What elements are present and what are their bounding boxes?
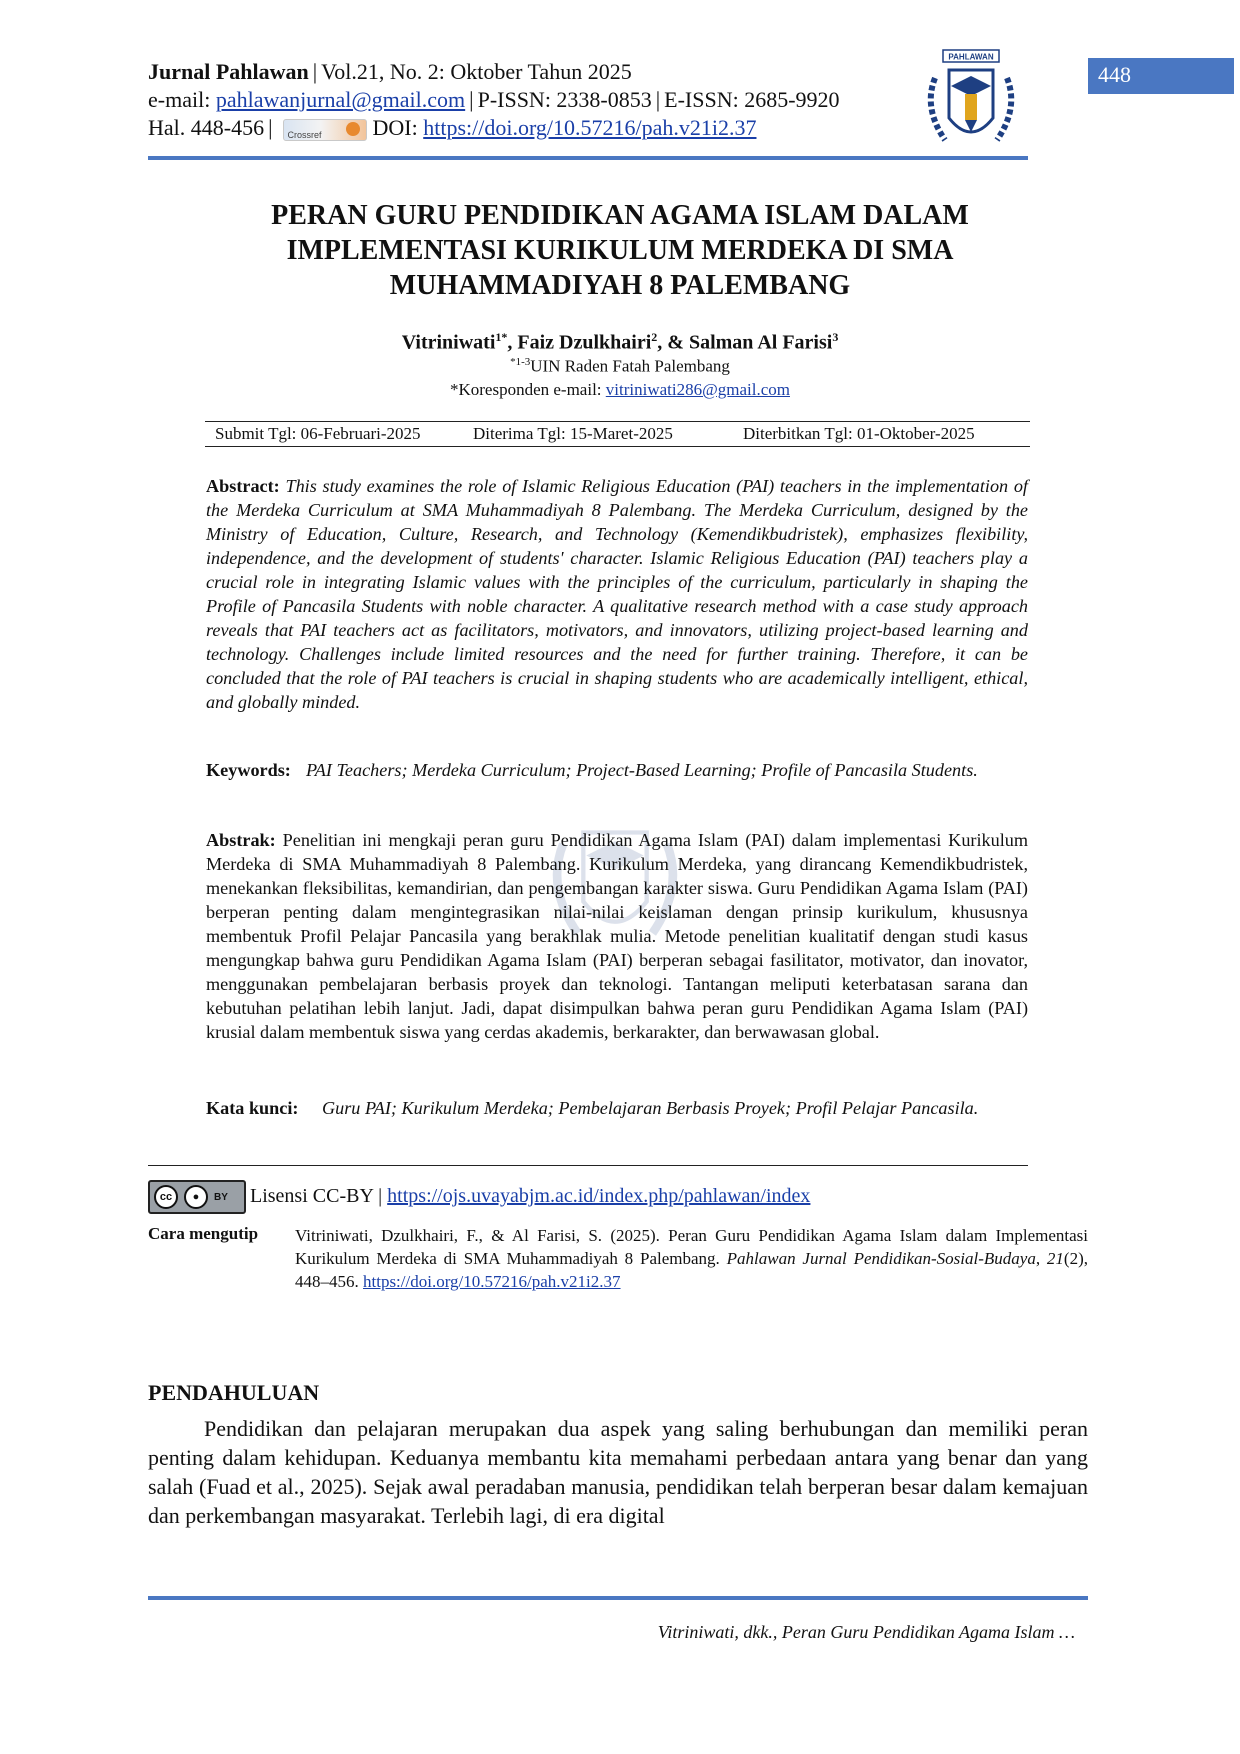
header-divider [148, 156, 1028, 160]
doi-link[interactable]: https://doi.org/10.57216/pah.v21i2.37 [423, 115, 757, 140]
email-label: e-mail: [148, 87, 211, 112]
keywords-text: PAI Teachers; Merdeka Curriculum; Project-Based Learning; Profile of Pancasila Students. [306, 760, 978, 780]
correspondent-email: *Koresponden e-mail: vitriniwati286@gmail.com [449, 380, 790, 399]
affiliation: $^{*1-3}$UIN Raden Fatah Palembang [510, 356, 730, 376]
cc-by-badge: cc ● BY [148, 1180, 246, 1214]
cc-icon: cc [154, 1185, 178, 1209]
page-number-badge: 448 [1088, 58, 1234, 94]
author-name: Faiz Dzulkhairi [517, 331, 652, 354]
section-divider [148, 1165, 1028, 1166]
license-line: Lisensi CC-BY | https://ojs.uvayabjm.ac.id/index.php/pahlawan/index [250, 1185, 811, 1207]
keywords-indonesian [206, 1096, 1028, 1120]
author-name: Salman Al Farisi [688, 331, 833, 354]
running-footer: Vitriniwati, dkk., Peran Guru Pendidikan Agama Islam … [657, 1622, 1075, 1642]
body-paragraph: Pendidikan dan pelajaran merupakan dua aspek yang saling berhubungan dan memiliki peran penting dalam kehidupan. Keduanya membantu kita memahami perbedaan antara yang benar dan yang salah (Fuad et al., 2025). Sejak awal peradaban manusia, pendidikan telah berperan besar dalam kemajuan dan perkembangan masyarakat. Terlebih lagi, di era digital [148, 1416, 1088, 1528]
by-icon: ● [184, 1185, 208, 1209]
abstract-english [206, 474, 1028, 714]
abstrak-label: Abstrak: [206, 830, 276, 850]
kata-kunci-text: Guru PAI; Kurikulum Merdeka; Pembelajaran Berbasis Proyek; Profil Pelajar Pancasila. [322, 1098, 979, 1118]
author-name: Vitriniwati [401, 331, 496, 354]
submit-date: Submit Tgl: 06-Februari-2025 [215, 424, 421, 443]
doi-label: DOI: [372, 115, 418, 140]
abstract-label: Abstract: [206, 476, 280, 496]
svg-text:PAHLAWAN: PAHLAWAN [948, 52, 994, 62]
license-url-link[interactable]: https://ojs.uvayabjm.ac.id/index.php/pahlawan/index [387, 1185, 811, 1207]
citation-text: Vitriniwati, Dzulkhairi, F., & Al Farisi, S. (2025). Peran Guru Pendidikan Agama Islam dalam Implementasi Kurikulum Merdeka di SMA Muhammadiyah 8 Palembang. Pahlawan Jurnal Pendidikan-Sosial-Budaya, 21(2), 448–456. https://doi.org/10.57216/pah.v21i2.37 [295, 1226, 1088, 1291]
citation-doi-link[interactable]: https://doi.org/10.57216/pah.v21i2.37 [363, 1272, 621, 1291]
page-range: Hal. 448-456 [148, 115, 265, 140]
journal-name: Jurnal Pahlawan [148, 59, 309, 84]
abstrak-text: Penelitian ini mengkaji peran guru Pendidikan Agama Islam (PAI) dalam implementasi Kurikulum Merdeka di SMA Muhammadiyah 8 Palembang. Kurikulum Merdeka, yang dirancang Kemendikbudristek, menekankan fleksibilitas, kemandirian, dan pengembangan karakter siswa. Guru Pendidikan Agama Islam (PAI) berperan penting dalam mengintegrasikan nilai-nilai keislaman dengan prinsip kurikulum, khususnya membentuk Profil Pelajar Pancasila yang berakhlak mulia. Metode penelitian kualitatif dengan studi kasus mengungkap bahwa guru Pendidikan Agama Islam (PAI) berperan sebagai fasilitator, motivator, dan inovator, menggunakan pembelajaran berbasis proyek dan teknologi. Tantangan meliputi keterbatasan sarana dan kebutuhan pelatihan lebih lanjut. Jadi, dapat disimpulkan bahwa peran guru Pendidikan Agama Islam (PAI) krusial dalam membentuk siswa yang cerdas akademis, berkarakter, dan berwawasan global. [206, 830, 1029, 1042]
pahlawan-logo [905, 48, 1037, 158]
article-title: PERAN GURU PENDIDIKAN AGAMA ISLAM DALAM IMPLEMENTASI KURIKULUM MERDEKA DI SMA MUHAMMADIYAH 8 PALEMBANG [271, 200, 969, 301]
accepted-date: Diterima Tgl: 15-Maret-2025 [473, 424, 673, 443]
submission-dates [205, 421, 1030, 447]
eissn: E-ISSN: 2685-9920 [664, 87, 840, 112]
published-date: Diterbitkan Tgl: 01-Oktober-2025 [743, 424, 975, 443]
keywords-english [206, 758, 1028, 782]
section-heading: PENDAHULUAN [148, 1380, 320, 1405]
footer-divider [148, 1596, 1088, 1600]
journal-email-link[interactable]: pahlawanjurnal@gmail.com [215, 87, 466, 112]
pissn: P-ISSN: 2338-0853 [477, 87, 652, 112]
author-list: Vitriniwati$^{1*}$, Faiz Dzulkhairi$^2$, & Salman Al Farisi$^3$ [401, 330, 839, 354]
abstract-indonesian [206, 828, 1028, 1044]
volume-info: Vol.21, No. 2: Oktober Tahun 2025 [321, 59, 632, 84]
journal-header: Jurnal Pahlawan | Vol.21, No. 2: Oktober Tahun 2025 e-mail: pahlawanjurnal@gmail.com | P-ISSN: 2338-0853 | E-ISSN: 2685-9920 Hal. 448-456 | Crossref DOI: https://doi.org/10.57216/pah.v21i2.37 [148, 59, 840, 140]
abstract-text: This study examines the role of Islamic Religious Education (PAI) teachers in the implementation of the Merdeka Curriculum at SMA Muhammadiyah 8 Palembang. The Merdeka Curriculum, designed by the Ministry of Education, Culture, Research, and Technology (Kemendikbudristek), emphasizes flexibility, independence, and the development of students' character. Islamic Religious Education (PAI) teachers play a crucial role in integrating Islamic values with the principles of the curriculum, particularly in shaping the Profile of Pancasila Students with noble character. A qualitative research method with a case study approach reveals that PAI teachers act as facilitators, motivators, and innovators, utilizing project-based learning and technology. Challenges include limited resources and the need for further training. Therefore, it can be concluded that the role of PAI teachers is crucial in shaping students who are academically intelligent, ethical, and globally minded. [206, 476, 1028, 712]
kata-kunci-label: Kata kunci: [206, 1098, 299, 1118]
correspondent-email-link[interactable]: vitriniwati286@gmail.com [605, 380, 790, 399]
keywords-label: Keywords: [206, 760, 291, 780]
crossref-logo: Crossref [283, 119, 367, 141]
citation-label: Cara mengutip [148, 1224, 259, 1243]
